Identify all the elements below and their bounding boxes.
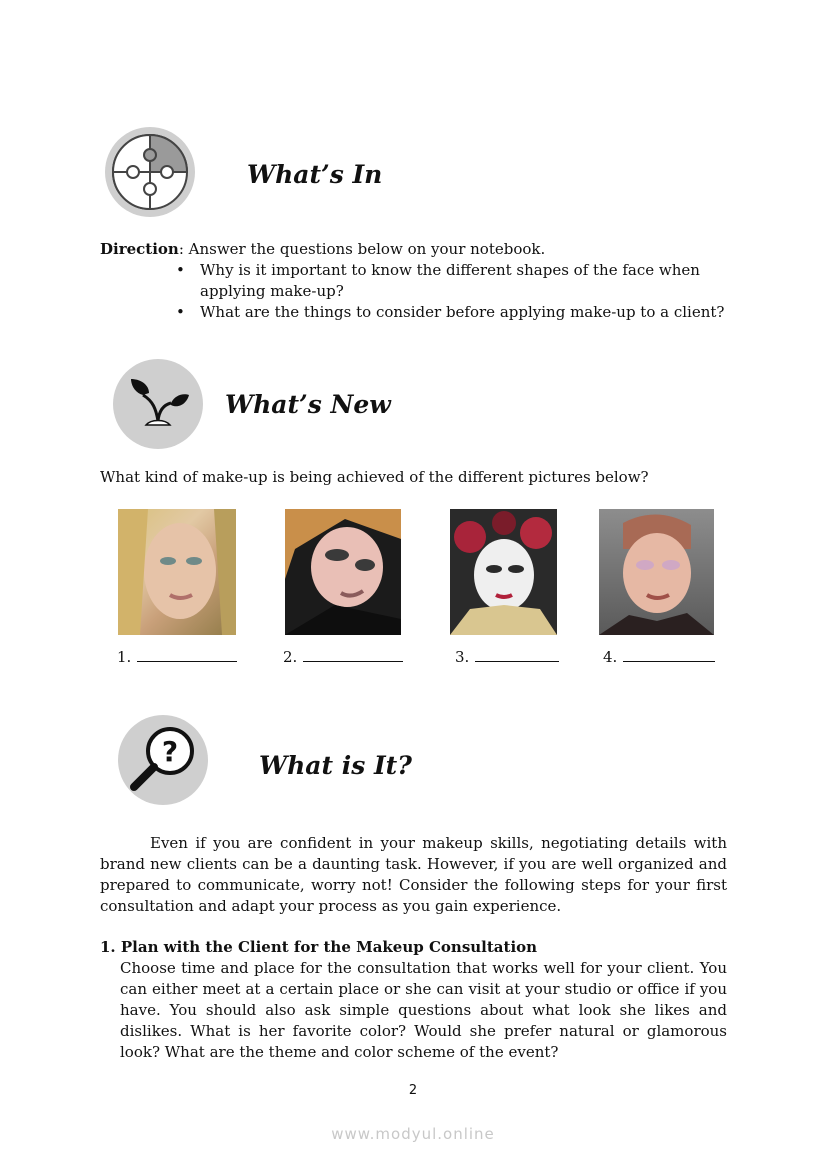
- answer-blank-4[interactable]: [623, 647, 715, 662]
- makeup-photo-1: [118, 509, 236, 635]
- makeup-photo-4: [599, 509, 714, 635]
- picture-number-4: 4.: [603, 648, 618, 666]
- step-1-body: Choose time and place for the consultation that works well for your client. You can either meet at a certain place or she can visit at your studio or office if you have. You should also ask simple questions about what look she likes and dislikes. What is her favorite color? Would she prefer natural or glamorous look? What are the theme and color scheme of the event?: [120, 959, 727, 1061]
- answer-blank-3[interactable]: [475, 647, 559, 662]
- makeup-photo-2: [285, 509, 401, 635]
- direction-line: [100, 239, 545, 260]
- whats-new-title: What’s New: [225, 390, 391, 419]
- list-item: • Why is it important to know the different shapes of the face when applying make-up?: [176, 260, 736, 302]
- picture-answer-2[interactable]: [283, 647, 403, 666]
- makeup-photo-3: [450, 509, 557, 635]
- direction-text: : Answer the questions below on your notebook.: [178, 240, 546, 258]
- svg-text:?: ?: [161, 735, 179, 768]
- picture-answer-1[interactable]: [117, 647, 237, 666]
- question-list: [176, 260, 736, 323]
- intro-paragraph: Even if you are confident in your makeup skills, negotiating details with brand new clients can be a daunting task. However, if you are well organized and prepared to communicate, worry not! Consider the following steps for your first consultation and adapt your process as you gain experience.: [100, 834, 727, 915]
- answer-blank-1[interactable]: [137, 647, 237, 662]
- list-item: • What are the things to consider before applying make-up to a client?: [176, 302, 736, 323]
- page-number: 2: [408, 1083, 418, 1098]
- watermark: www.modyul.online: [331, 1125, 495, 1143]
- picture-number-3: 3.: [455, 648, 470, 666]
- picture-number-1: 1.: [117, 648, 132, 666]
- sprout-icon: [113, 359, 203, 449]
- magnifier-question-icon: [118, 715, 208, 805]
- direction-label: Direction: [100, 240, 179, 258]
- picture-number-2: 2.: [283, 648, 298, 666]
- answer-blank-2[interactable]: [303, 647, 403, 662]
- puzzle-icon: [105, 127, 195, 217]
- what-is-it-title: What is It?: [259, 751, 412, 780]
- picture-answer-3[interactable]: [455, 647, 559, 666]
- picture-answer-4[interactable]: [603, 647, 715, 666]
- pictures-prompt: What kind of make-up is being achieved of the different pictures below?: [100, 468, 649, 486]
- step-1-title: 1. Plan with the Client for the Makeup Consultation: [100, 938, 538, 956]
- whats-in-title: What’s In: [247, 160, 383, 189]
